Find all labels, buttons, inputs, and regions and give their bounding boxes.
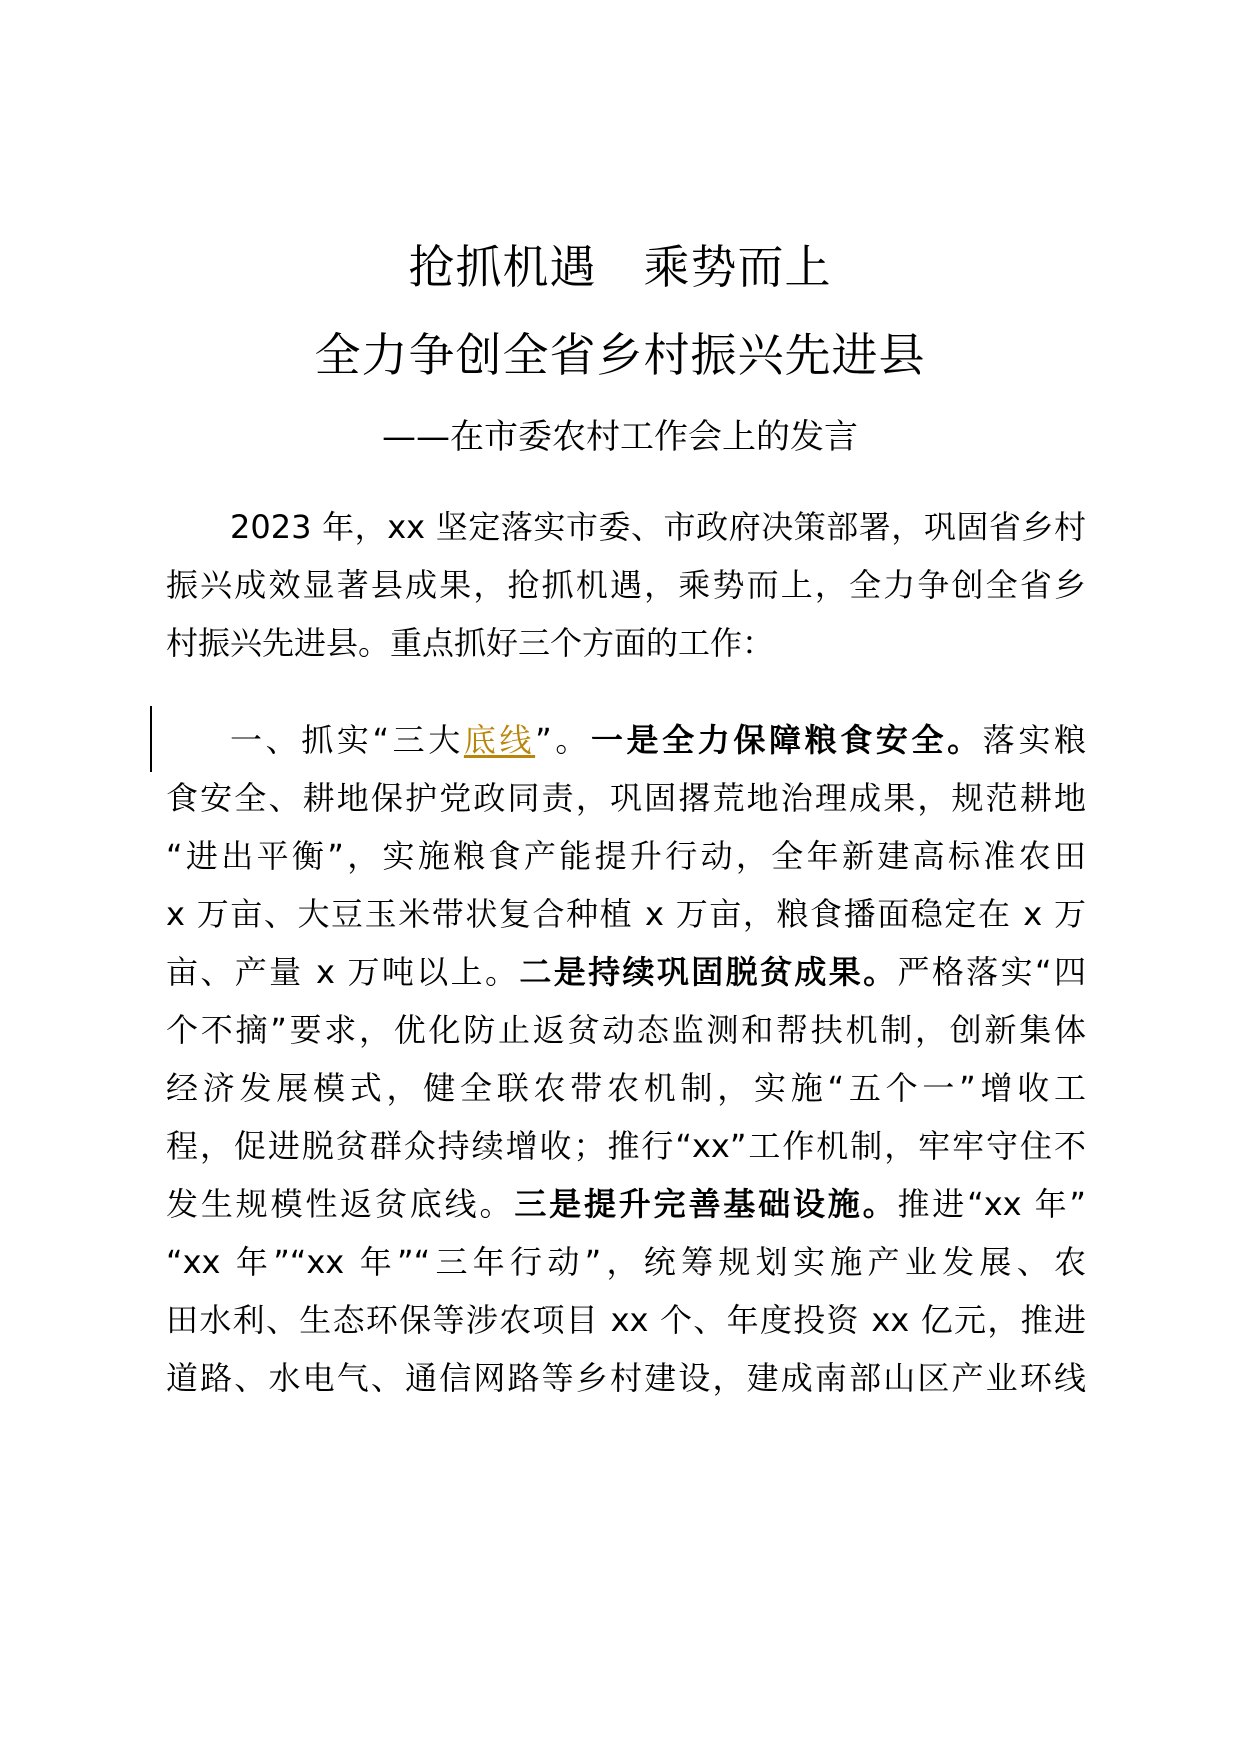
section1-prefix: 一、抓实“三大 [230, 721, 464, 759]
intro-line-3: 村振兴先进县。重点抓好三个方面的工作： [166, 624, 775, 662]
section1-line-9 [166, 1179, 1086, 1229]
section1-line-6: 个不摘”要求，优化防止返贫动态监测和帮扶机制，创新集体 [166, 1011, 1086, 1049]
section1-line-9-b: 推进“xx 年” [897, 1185, 1086, 1223]
section1-suffix: ”。 [535, 721, 591, 759]
section1-line-10: “xx 年”“xx 年”“三年行动”，统筹规划实施产业发展、农 [166, 1243, 1086, 1281]
text-cursor [150, 706, 152, 772]
section1-line-9-a: 发生规模性返贫底线。 [166, 1185, 515, 1223]
section1-line-5-b: 严格落实“四 [897, 953, 1086, 991]
point-3-heading: 三是提升完善基础设施。 [514, 1185, 898, 1223]
section1-line-1 [166, 715, 1086, 765]
section1-line-5-a: 亩、产量 x 万吨以上。 [166, 953, 520, 991]
section1-line-2: 食安全、耕地保护党政同责，巩固撂荒地治理成果，规范耕地 [166, 779, 1086, 817]
title-line-2: 全力争创全省乡村振兴先进县 [314, 328, 926, 382]
section1-line-1-tail: 落实粮 [982, 721, 1086, 759]
section1-line-12: 道路、水电气、通信网路等乡村建设，建成南部山区产业环线 [166, 1359, 1086, 1397]
title-line-1: 抢抓机遇 乘势而上 [408, 240, 832, 294]
link-dixian[interactable]: 底线 [463, 721, 536, 759]
section1-line-5 [166, 947, 1086, 997]
section1-line-11: 田水利、生态环保等涉农项目 xx 个、年度投资 xx 亿元，推进 [166, 1301, 1086, 1339]
section1-line-7: 经济发展模式，健全联农带农机制，实施“五个一”增收工 [166, 1069, 1086, 1107]
section1-line-3: “进出平衡”，实施粮食产能提升行动，全年新建高标准农田 [166, 837, 1086, 875]
point-1-heading: 一是全力保障粮食安全。 [590, 721, 983, 759]
subtitle: ——在市委农村工作会上的发言 [382, 417, 858, 457]
point-2-heading: 二是持续巩固脱贫成果。 [519, 953, 898, 991]
intro-line-1: 2023 年，xx 坚定落实市委、市政府决策部署，巩固省乡村 [230, 508, 1086, 546]
intro-line-2: 振兴成效显著县成果，抢抓机遇，乘势而上，全力争创全省乡 [166, 566, 1086, 604]
section1-line-8: 程，促进脱贫群众持续增收；推行“xx”工作机制，牢牢守住不 [166, 1127, 1086, 1165]
section1-line-4: x 万亩、大豆玉米带状复合种植 x 万亩，粮食播面稳定在 x 万 [166, 895, 1086, 933]
